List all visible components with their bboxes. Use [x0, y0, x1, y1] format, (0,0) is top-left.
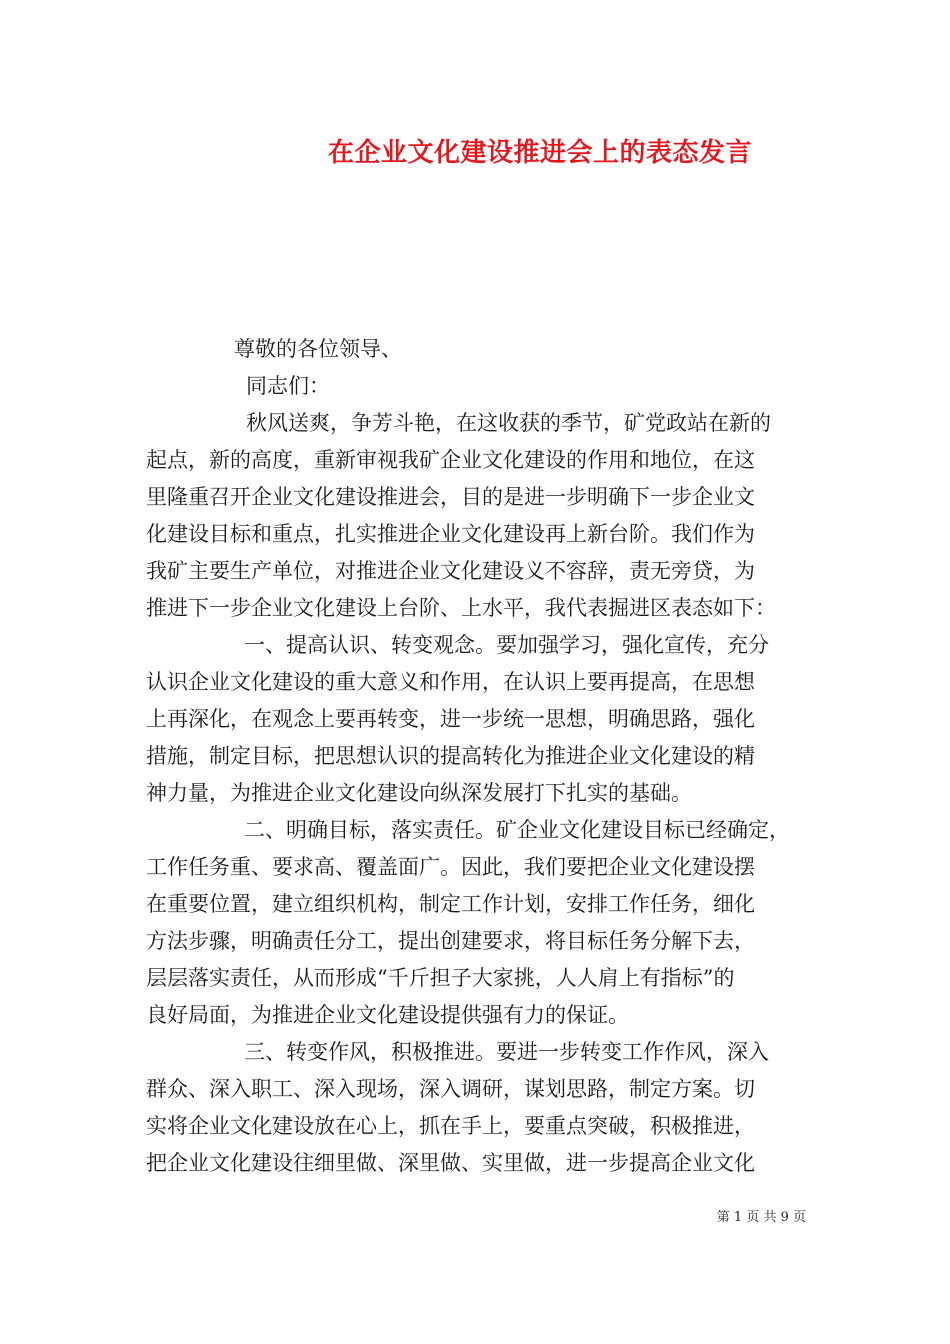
- paragraph-line: 推进下一步企业文化建设上台阶、上水平，我代表掘进区表态如下：: [146, 596, 776, 620]
- document-title: 在企业文化建设推进会上的表态发言: [327, 138, 752, 168]
- paragraph-line: 起点，新的高度，重新审视我矿企业文化建设的作用和地位，在这: [146, 448, 755, 472]
- paragraph-line: 秋风送爽，争芳斗艳，在这收获的季节，矿党政站在新的: [246, 411, 771, 435]
- paragraph-line: 神力量，为推进企业文化建设向纵深发展打下扎实的基础。: [146, 781, 692, 805]
- paragraph-line: 上再深化，在观念上要再转变，进一步统一思想，明确思路，强化: [146, 707, 755, 731]
- paragraph-line: 三、转变作风，积极推进。要进一步转变工作作风，深入: [244, 1040, 769, 1064]
- paragraph-line: 工作任务重、要求高、覆盖面广。因此，我们要把企业文化建设摆: [146, 855, 755, 879]
- paragraph-line: 化建设目标和重点，扎实推进企业文化建设再上新台阶。我们作为: [146, 522, 755, 546]
- paragraph-line: 一、提高认识、转变观念。要加强学习，强化宣传，充分: [244, 633, 769, 657]
- paragraph-line: 实将企业文化建设放在心上，抓在手上，要重点突破，积极推进，: [146, 1114, 755, 1138]
- paragraph-line: 措施，制定目标，把思想认识的提高转化为推进企业文化建设的精: [146, 744, 755, 768]
- paragraph-line: 认识企业文化建设的重大意义和作用，在认识上要再提高，在思想: [146, 670, 755, 694]
- paragraph-line: 我矿主要生产单位，对推进企业文化建设义不容辞，责无旁贷，为: [146, 559, 755, 583]
- page-number: 第 1 页 共 9 页: [716, 1210, 806, 1225]
- paragraph-line: 群众、深入职工、深入现场，深入调研，谋划思路，制定方案。切: [146, 1077, 755, 1101]
- paragraph-line: 层层落实责任，从而形成“千斤担子大家挑，人人肩上有指标”的: [146, 966, 735, 990]
- paragraph-line: 里隆重召开企业文化建设推进会，目的是进一步明确下一步企业文: [146, 485, 755, 509]
- greeting-line: 同志们：: [246, 374, 330, 398]
- paragraph-line: 在重要位置，建立组织机构，制定工作计划，安排工作任务，细化: [146, 892, 755, 916]
- paragraph-line: 把企业文化建设往细里做、深里做、实里做，进一步提高企业文化: [146, 1151, 755, 1175]
- paragraph-line: 良好局面，为推进企业文化建设提供强有力的保证。: [146, 1003, 629, 1027]
- document-body: [146, 331, 806, 1182]
- greeting-line: 尊敬的各位领导、: [234, 337, 402, 361]
- paragraph-line: 二、明确目标，落实责任。矿企业文化建设目标已经确定，: [244, 818, 790, 842]
- paragraph-line: 方法步骤，明确责任分工，提出创建要求，将目标任务分解下去，: [146, 929, 755, 953]
